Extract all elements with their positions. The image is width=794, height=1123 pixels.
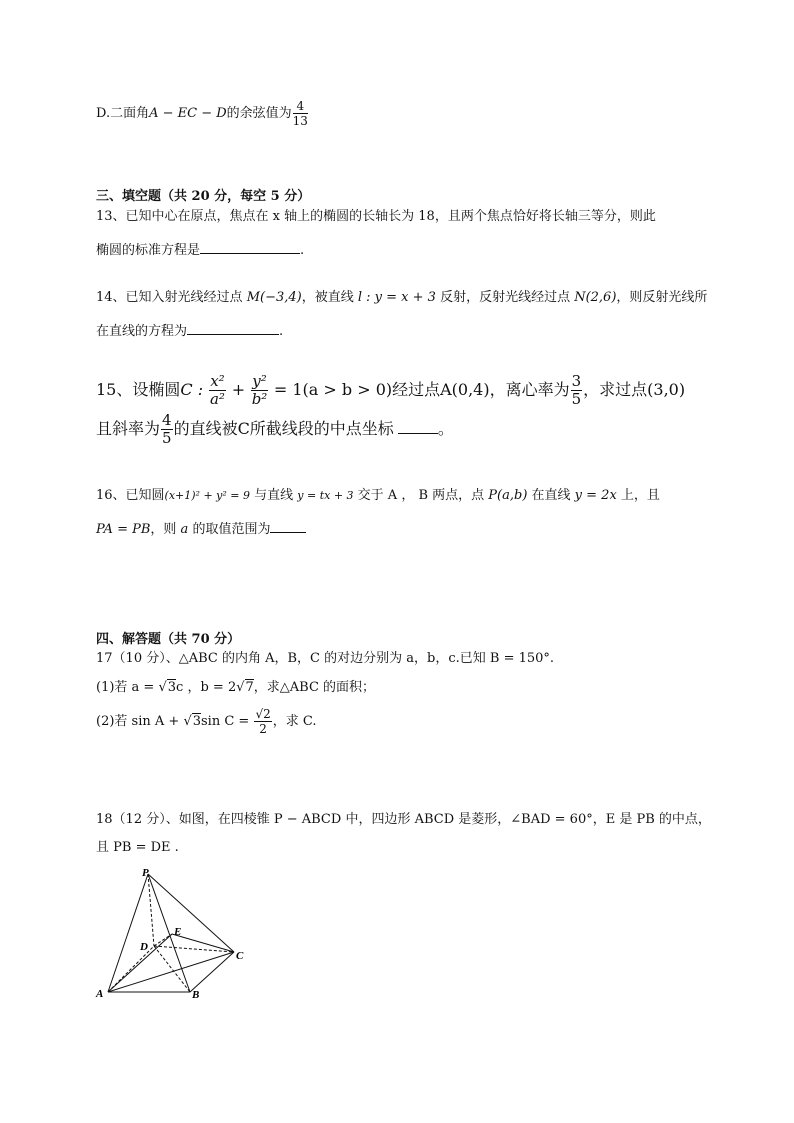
question-17: 17（10 分）、△ABC 的内角 A，B，C 的对边分别为 a，b，c.已知 B = 150°. (1)若 a = √3c ，b = 2√7，求△ABC 的面积； (2)若 sin A + √3sin C = $\frac{√2}{2}$ ，求 C. <box>96 651 555 736</box>
edge-pc <box>148 874 234 952</box>
fraction: $\frac{3}{5}$ <box>571 372 582 408</box>
label-c: C <box>236 950 244 962</box>
label-a: A <box>96 988 104 1000</box>
edge-pb <box>148 874 190 992</box>
fraction: $\frac{√2}{2}$ <box>255 707 271 736</box>
answer-blank[interactable] <box>398 419 438 434</box>
label-e: E <box>174 926 182 938</box>
answer-blank[interactable] <box>270 518 306 533</box>
pyramid-figure <box>92 866 262 1006</box>
question-15: 15、设椭圆C : $\frac{\text{x²}}{\text{a²}}$ + $\frac{\text{y²}}{\text{b²}}$ = 1(a > b > 0)经过点A(0,4)，离心率为 $\frac{3}{5}$ ，求过点(3,0) 且斜率为 $\frac{4}{5}$ 的直线被C所截线段的中点坐标 。 <box>96 372 686 447</box>
label-p: P <box>142 867 149 879</box>
fraction: $\frac{\text{x²}}{\text{a²}}$ <box>209 372 225 408</box>
question-13: 13、已知中心在原点，焦点在 x 轴上的椭圆的长轴长为 18，且两个焦点恰好将长轴三等分，则此 椭圆的标准方程是 . <box>96 209 656 258</box>
section-title: 四、解答题（共 70 分） <box>96 632 241 647</box>
option-d: D.二面角A − EC − D的余弦值为 $\frac{4}{13}$ <box>96 99 308 128</box>
fraction: $\frac{4}{5}$ <box>162 411 172 447</box>
answer-blank[interactable] <box>200 239 300 254</box>
label-d: D <box>140 941 148 953</box>
edge-bc <box>190 952 234 992</box>
label-b: B <box>192 989 200 1001</box>
question-14: 14、已知入射光线经过点 M(−3,4)，被直线 l : y = x + 3 反射，反射光线经过点 N(2,6)，则反射光线所 在直线的方程为 . <box>96 290 708 339</box>
edge-pd <box>148 874 154 946</box>
edge-db <box>154 946 190 992</box>
question-16: 16、已知圆(x+1)² + y² = 9 与直线 y = tx + 3 交于 A ， B 两点，点 P(a,b) 在直线 y = 2x 上，且 PA = PB，则 a 的取值范围为 <box>96 488 660 537</box>
question-18: 18（12 分）、如图，在四棱锥 P − ABCD 中，四边形 ABCD 是菱形，∠BAD = 60°，E 是 PB 的中点， 且 PB = DE . <box>96 812 711 855</box>
edge-ac <box>108 952 234 992</box>
fraction: $\frac{\text{y²}}{\text{b²}}$ <box>251 372 268 408</box>
answer-blank[interactable] <box>187 320 279 335</box>
section-title: 三、填空题（共 20 分，每空 5 分） <box>96 189 311 204</box>
fraction: $\frac{4}{13}$ <box>292 99 308 128</box>
